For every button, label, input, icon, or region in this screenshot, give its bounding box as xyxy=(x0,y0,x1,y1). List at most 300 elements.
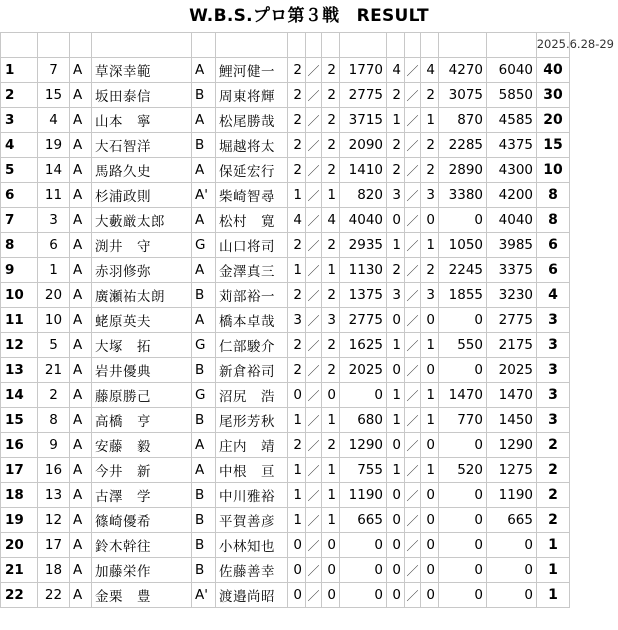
partner-name-cell: 小林知也 xyxy=(216,533,288,558)
table-row xyxy=(1,158,570,183)
partner-class-cell: A xyxy=(192,458,216,483)
table-row xyxy=(1,533,570,558)
day1-fish-count-cell: 1 xyxy=(288,483,306,508)
day1-fish-count-cell: 2 xyxy=(288,58,306,83)
boat-number-cell: 17 xyxy=(38,533,70,558)
day2-fish-count-cell: 0 xyxy=(387,483,405,508)
class-cell: A xyxy=(70,433,92,458)
event-date: 2025.6.28-29 xyxy=(536,37,614,51)
day1-weight-cell: 1625 xyxy=(340,333,387,358)
table-row xyxy=(1,458,570,483)
day2-weight-cell: 0 xyxy=(439,433,487,458)
boat-number-cell: 3 xyxy=(38,208,70,233)
total-weight-cell: 1190 xyxy=(487,483,537,508)
points-cell: 3 xyxy=(537,308,570,333)
day1-fish-count-cell: 1 xyxy=(288,183,306,208)
partner-name-cell: 堀越将太 xyxy=(216,133,288,158)
partner-name-cell: 中根 亘 xyxy=(216,458,288,483)
table-row xyxy=(1,133,570,158)
angler-name-cell: 古澤 学 xyxy=(92,483,192,508)
day1-weight-cell: 2090 xyxy=(340,133,387,158)
slash-cell: ／ xyxy=(306,358,322,383)
partner-class-cell: G xyxy=(192,333,216,358)
points-cell: 2 xyxy=(537,433,570,458)
slash-cell: ／ xyxy=(405,158,421,183)
points-cell: 2 xyxy=(537,458,570,483)
day2-fish-count-cell: 2 xyxy=(387,83,405,108)
rank-cell: 3 xyxy=(1,108,38,133)
class-cell: A xyxy=(70,533,92,558)
class-cell: A xyxy=(70,383,92,408)
slash-cell: ／ xyxy=(405,233,421,258)
boat-number-cell: 14 xyxy=(38,158,70,183)
day1-weight-cell: 2025 xyxy=(340,358,387,383)
day1-limit-count-cell: 2 xyxy=(322,158,340,183)
partner-class-cell: B xyxy=(192,558,216,583)
day2-limit-count-cell: 4 xyxy=(421,58,439,83)
rank-cell: 11 xyxy=(1,308,38,333)
class-cell: A xyxy=(70,133,92,158)
boat-number-cell: 21 xyxy=(38,358,70,383)
total-weight-cell: 4200 xyxy=(487,183,537,208)
angler-name-cell: 大藪厳太郎 xyxy=(92,208,192,233)
class-cell: A xyxy=(70,158,92,183)
slash-cell: ／ xyxy=(306,333,322,358)
class-cell: A xyxy=(70,483,92,508)
day1-weight-cell: 0 xyxy=(340,383,387,408)
table-row xyxy=(1,433,570,458)
class-cell: A xyxy=(70,183,92,208)
class-cell: A xyxy=(70,308,92,333)
slash-cell: ／ xyxy=(306,408,322,433)
day2-weight-cell: 0 xyxy=(439,208,487,233)
partner-class-cell: A xyxy=(192,258,216,283)
partner-name-cell: 渡邉尚昭 xyxy=(216,583,288,608)
slash-cell: ／ xyxy=(306,583,322,608)
day1-fish-count-cell: 2 xyxy=(288,158,306,183)
total-weight-cell: 0 xyxy=(487,583,537,608)
table-row xyxy=(1,233,570,258)
day2-fish-count-cell: 1 xyxy=(387,233,405,258)
day1-limit-count-cell: 1 xyxy=(322,258,340,283)
points-cell: 30 xyxy=(537,83,570,108)
day2-fish-count-cell: 0 xyxy=(387,208,405,233)
angler-name-cell: 大塚 拓 xyxy=(92,333,192,358)
day2-weight-cell: 3075 xyxy=(439,83,487,108)
day2-fish-count-cell: 3 xyxy=(387,283,405,308)
partner-name-cell: 柴崎智尋 xyxy=(216,183,288,208)
rank-cell: 9 xyxy=(1,258,38,283)
boat-number-cell: 7 xyxy=(38,58,70,83)
partner-class-cell: A xyxy=(192,158,216,183)
class-cell: A xyxy=(70,208,92,233)
day2-fish-count-cell: 0 xyxy=(387,558,405,583)
slash-cell: ／ xyxy=(306,483,322,508)
day1-weight-cell: 1190 xyxy=(340,483,387,508)
day2-weight-cell: 0 xyxy=(439,558,487,583)
class-cell: A xyxy=(70,108,92,133)
points-cell: 20 xyxy=(537,108,570,133)
total-weight-cell: 1450 xyxy=(487,408,537,433)
partner-name-cell: 仁部駿介 xyxy=(216,333,288,358)
class-cell: A xyxy=(70,508,92,533)
table-row xyxy=(1,83,570,108)
day2-limit-count-cell: 2 xyxy=(421,158,439,183)
day2-weight-cell: 0 xyxy=(439,508,487,533)
total-weight-cell: 1470 xyxy=(487,383,537,408)
points-cell: 3 xyxy=(537,333,570,358)
partner-class-cell: B xyxy=(192,358,216,383)
partner-name-cell: 平賀善彦 xyxy=(216,508,288,533)
table-row xyxy=(1,308,570,333)
partner-class-cell: B xyxy=(192,483,216,508)
partner-name-cell: 保延宏行 xyxy=(216,158,288,183)
points-cell: 10 xyxy=(537,158,570,183)
slash-cell: ／ xyxy=(405,333,421,358)
day1-weight-cell: 680 xyxy=(340,408,387,433)
slash-cell: ／ xyxy=(405,58,421,83)
slash-cell: ／ xyxy=(405,133,421,158)
day1-fish-count-cell: 2 xyxy=(288,133,306,158)
rank-cell: 20 xyxy=(1,533,38,558)
boat-number-cell: 22 xyxy=(38,583,70,608)
table-row xyxy=(1,208,570,233)
day1-fish-count-cell: 2 xyxy=(288,433,306,458)
partner-name-cell: 山口将司 xyxy=(216,233,288,258)
day1-limit-count-cell: 1 xyxy=(322,408,340,433)
slash-cell: ／ xyxy=(306,458,322,483)
angler-name-cell: 渕井 守 xyxy=(92,233,192,258)
boat-number-cell: 9 xyxy=(38,433,70,458)
slash-cell: ／ xyxy=(405,108,421,133)
slash-cell: ／ xyxy=(306,133,322,158)
day2-weight-cell: 3380 xyxy=(439,183,487,208)
angler-name-cell: 馬路久史 xyxy=(92,158,192,183)
partner-name-cell: 松尾勝哉 xyxy=(216,108,288,133)
class-cell: A xyxy=(70,558,92,583)
partner-class-cell: A xyxy=(192,58,216,83)
day2-limit-count-cell: 3 xyxy=(421,283,439,308)
slash-cell: ／ xyxy=(405,283,421,308)
points-cell: 1 xyxy=(537,533,570,558)
partner-name-cell: 鯉河健一 xyxy=(216,58,288,83)
partner-class-cell: A xyxy=(192,433,216,458)
table-row xyxy=(1,508,570,533)
partner-name-cell: 周東将輝 xyxy=(216,83,288,108)
partner-name-cell: 佐藤善幸 xyxy=(216,558,288,583)
rank-cell: 17 xyxy=(1,458,38,483)
rank-cell: 7 xyxy=(1,208,38,233)
day2-limit-count-cell: 2 xyxy=(421,83,439,108)
day1-weight-cell: 1130 xyxy=(340,258,387,283)
page-title: W.B.S.プロ第３戦 RESULT xyxy=(189,6,429,26)
angler-name-cell: 高橋 亨 xyxy=(92,408,192,433)
slash-cell: ／ xyxy=(306,58,322,83)
slash-cell: ／ xyxy=(405,258,421,283)
partner-class-cell: B xyxy=(192,533,216,558)
points-cell: 2 xyxy=(537,508,570,533)
slash-cell: ／ xyxy=(306,383,322,408)
slash-cell: ／ xyxy=(405,83,421,108)
day2-limit-count-cell: 0 xyxy=(421,208,439,233)
day2-limit-count-cell: 3 xyxy=(421,183,439,208)
partner-class-cell: B xyxy=(192,133,216,158)
rank-cell: 2 xyxy=(1,83,38,108)
day2-weight-cell: 2890 xyxy=(439,158,487,183)
points-cell: 4 xyxy=(537,283,570,308)
day2-limit-count-cell: 0 xyxy=(421,483,439,508)
angler-name-cell: 安藤 毅 xyxy=(92,433,192,458)
partner-class-cell: A xyxy=(192,108,216,133)
day2-fish-count-cell: 2 xyxy=(387,258,405,283)
day2-limit-count-cell: 0 xyxy=(421,583,439,608)
results-table xyxy=(0,32,570,608)
slash-cell: ／ xyxy=(306,558,322,583)
angler-name-cell: 大石智洋 xyxy=(92,133,192,158)
day1-fish-count-cell: 0 xyxy=(288,533,306,558)
partner-name-cell: 庄内 靖 xyxy=(216,433,288,458)
day2-fish-count-cell: 0 xyxy=(387,583,405,608)
day2-limit-count-cell: 1 xyxy=(421,333,439,358)
day1-weight-cell: 1770 xyxy=(340,58,387,83)
partner-name-cell: 橋本卓哉 xyxy=(216,308,288,333)
partner-class-cell: A xyxy=(192,308,216,333)
day1-limit-count-cell: 0 xyxy=(322,583,340,608)
day1-fish-count-cell: 4 xyxy=(288,208,306,233)
total-weight-cell: 0 xyxy=(487,558,537,583)
day2-fish-count-cell: 3 xyxy=(387,183,405,208)
day1-fish-count-cell: 3 xyxy=(288,308,306,333)
table-row xyxy=(1,558,570,583)
rank-cell: 10 xyxy=(1,283,38,308)
points-cell: 1 xyxy=(537,583,570,608)
boat-number-cell: 6 xyxy=(38,233,70,258)
points-cell: 8 xyxy=(537,208,570,233)
rank-cell: 21 xyxy=(1,558,38,583)
day1-weight-cell: 2935 xyxy=(340,233,387,258)
day2-weight-cell: 0 xyxy=(439,583,487,608)
day2-fish-count-cell: 1 xyxy=(387,333,405,358)
slash-cell: ／ xyxy=(306,183,322,208)
total-weight-cell: 4040 xyxy=(487,208,537,233)
partner-class-cell: B xyxy=(192,283,216,308)
day2-limit-count-cell: 0 xyxy=(421,308,439,333)
angler-name-cell: 今井 新 xyxy=(92,458,192,483)
slash-cell: ／ xyxy=(306,533,322,558)
rank-cell: 1 xyxy=(1,58,38,83)
total-weight-cell: 3375 xyxy=(487,258,537,283)
table-row xyxy=(1,383,570,408)
partner-name-cell: 金澤真三 xyxy=(216,258,288,283)
slash-cell: ／ xyxy=(405,183,421,208)
angler-name-cell: 加藤栄作 xyxy=(92,558,192,583)
day1-limit-count-cell: 1 xyxy=(322,458,340,483)
day1-limit-count-cell: 2 xyxy=(322,133,340,158)
angler-name-cell: 赤羽修弥 xyxy=(92,258,192,283)
points-cell: 15 xyxy=(537,133,570,158)
class-cell: A xyxy=(70,83,92,108)
day1-limit-count-cell: 2 xyxy=(322,283,340,308)
total-weight-cell: 1290 xyxy=(487,433,537,458)
day1-limit-count-cell: 0 xyxy=(322,558,340,583)
points-cell: 1 xyxy=(537,558,570,583)
day1-limit-count-cell: 2 xyxy=(322,58,340,83)
partner-class-cell: A' xyxy=(192,583,216,608)
points-cell: 3 xyxy=(537,408,570,433)
day2-limit-count-cell: 0 xyxy=(421,358,439,383)
angler-name-cell: 廣瀬祐太朗 xyxy=(92,283,192,308)
day1-weight-cell: 2775 xyxy=(340,83,387,108)
day2-weight-cell: 2285 xyxy=(439,133,487,158)
partner-name-cell: 新倉裕司 xyxy=(216,358,288,383)
day1-weight-cell: 3715 xyxy=(340,108,387,133)
day2-weight-cell: 770 xyxy=(439,408,487,433)
angler-name-cell: 山本 寧 xyxy=(92,108,192,133)
day2-limit-count-cell: 1 xyxy=(421,408,439,433)
slash-cell: ／ xyxy=(306,508,322,533)
day2-fish-count-cell: 4 xyxy=(387,58,405,83)
day2-weight-cell: 0 xyxy=(439,533,487,558)
angler-name-cell: 金栗 豊 xyxy=(92,583,192,608)
partner-class-cell: G xyxy=(192,233,216,258)
day1-weight-cell: 0 xyxy=(340,583,387,608)
angler-name-cell: 藤原勝己 xyxy=(92,383,192,408)
total-weight-cell: 665 xyxy=(487,508,537,533)
table-row xyxy=(1,58,570,83)
points-cell: 3 xyxy=(537,358,570,383)
partner-name-cell: 沼尻 浩 xyxy=(216,383,288,408)
partner-class-cell: A' xyxy=(192,183,216,208)
day1-weight-cell: 820 xyxy=(340,183,387,208)
partner-name-cell: 尾形芳秋 xyxy=(216,408,288,433)
class-cell: A xyxy=(70,283,92,308)
partner-class-cell: B xyxy=(192,408,216,433)
day1-weight-cell: 4040 xyxy=(340,208,387,233)
boat-number-cell: 2 xyxy=(38,383,70,408)
day2-limit-count-cell: 1 xyxy=(421,458,439,483)
boat-number-cell: 18 xyxy=(38,558,70,583)
day1-weight-cell: 1410 xyxy=(340,158,387,183)
day2-fish-count-cell: 1 xyxy=(387,408,405,433)
total-weight-cell: 3985 xyxy=(487,233,537,258)
boat-number-cell: 4 xyxy=(38,108,70,133)
day1-limit-count-cell: 0 xyxy=(322,533,340,558)
table-row xyxy=(1,258,570,283)
slash-cell: ／ xyxy=(405,358,421,383)
slash-cell: ／ xyxy=(405,483,421,508)
day1-fish-count-cell: 2 xyxy=(288,233,306,258)
boat-number-cell: 16 xyxy=(38,458,70,483)
day2-weight-cell: 520 xyxy=(439,458,487,483)
boat-number-cell: 19 xyxy=(38,133,70,158)
table-row xyxy=(1,333,570,358)
day2-fish-count-cell: 0 xyxy=(387,358,405,383)
total-weight-cell: 5850 xyxy=(487,83,537,108)
total-weight-cell: 4375 xyxy=(487,133,537,158)
slash-cell: ／ xyxy=(405,533,421,558)
class-cell: A xyxy=(70,258,92,283)
slash-cell: ／ xyxy=(306,308,322,333)
points-cell: 6 xyxy=(537,233,570,258)
slash-cell: ／ xyxy=(405,308,421,333)
slash-cell: ／ xyxy=(306,283,322,308)
day1-weight-cell: 1290 xyxy=(340,433,387,458)
slash-cell: ／ xyxy=(405,508,421,533)
slash-cell: ／ xyxy=(306,233,322,258)
slash-cell: ／ xyxy=(306,433,322,458)
class-cell: A xyxy=(70,408,92,433)
total-weight-cell: 0 xyxy=(487,533,537,558)
table-row xyxy=(1,283,570,308)
day2-fish-count-cell: 2 xyxy=(387,158,405,183)
total-weight-cell: 4585 xyxy=(487,108,537,133)
day1-limit-count-cell: 1 xyxy=(322,183,340,208)
day1-limit-count-cell: 2 xyxy=(322,233,340,258)
boat-number-cell: 8 xyxy=(38,408,70,433)
table-row xyxy=(1,183,570,208)
day2-weight-cell: 0 xyxy=(439,308,487,333)
day2-limit-count-cell: 1 xyxy=(421,233,439,258)
day1-weight-cell: 0 xyxy=(340,533,387,558)
day1-weight-cell: 755 xyxy=(340,458,387,483)
day2-fish-count-cell: 0 xyxy=(387,508,405,533)
boat-number-cell: 5 xyxy=(38,333,70,358)
day1-fish-count-cell: 2 xyxy=(288,333,306,358)
partner-name-cell: 中川雅裕 xyxy=(216,483,288,508)
day2-limit-count-cell: 0 xyxy=(421,508,439,533)
rank-cell: 8 xyxy=(1,233,38,258)
day2-limit-count-cell: 0 xyxy=(421,558,439,583)
day1-fish-count-cell: 0 xyxy=(288,558,306,583)
day2-weight-cell: 4270 xyxy=(439,58,487,83)
day2-limit-count-cell: 2 xyxy=(421,133,439,158)
day1-fish-count-cell: 2 xyxy=(288,358,306,383)
angler-name-cell: 草深幸範 xyxy=(92,58,192,83)
day1-limit-count-cell: 2 xyxy=(322,433,340,458)
day1-limit-count-cell: 2 xyxy=(322,333,340,358)
day1-weight-cell: 1375 xyxy=(340,283,387,308)
rank-cell: 6 xyxy=(1,183,38,208)
table-row xyxy=(1,408,570,433)
slash-cell: ／ xyxy=(306,108,322,133)
day1-weight-cell: 2775 xyxy=(340,308,387,333)
class-cell: A xyxy=(70,358,92,383)
day2-fish-count-cell: 2 xyxy=(387,133,405,158)
day1-fish-count-cell: 1 xyxy=(288,408,306,433)
day1-limit-count-cell: 0 xyxy=(322,383,340,408)
rank-cell: 22 xyxy=(1,583,38,608)
rank-cell: 16 xyxy=(1,433,38,458)
day1-limit-count-cell: 4 xyxy=(322,208,340,233)
total-weight-cell: 2775 xyxy=(487,308,537,333)
points-cell: 40 xyxy=(537,58,570,83)
boat-number-cell: 15 xyxy=(38,83,70,108)
day1-fish-count-cell: 2 xyxy=(288,283,306,308)
day2-fish-count-cell: 1 xyxy=(387,383,405,408)
day2-fish-count-cell: 0 xyxy=(387,533,405,558)
boat-number-cell: 13 xyxy=(38,483,70,508)
slash-cell: ／ xyxy=(405,383,421,408)
total-weight-cell: 6040 xyxy=(487,58,537,83)
angler-name-cell: 蛯原英夫 xyxy=(92,308,192,333)
day2-weight-cell: 1050 xyxy=(439,233,487,258)
angler-name-cell: 鈴木幹往 xyxy=(92,533,192,558)
day1-limit-count-cell: 3 xyxy=(322,308,340,333)
partner-class-cell: B xyxy=(192,508,216,533)
slash-cell: ／ xyxy=(306,83,322,108)
day2-weight-cell: 1855 xyxy=(439,283,487,308)
slash-cell: ／ xyxy=(306,258,322,283)
